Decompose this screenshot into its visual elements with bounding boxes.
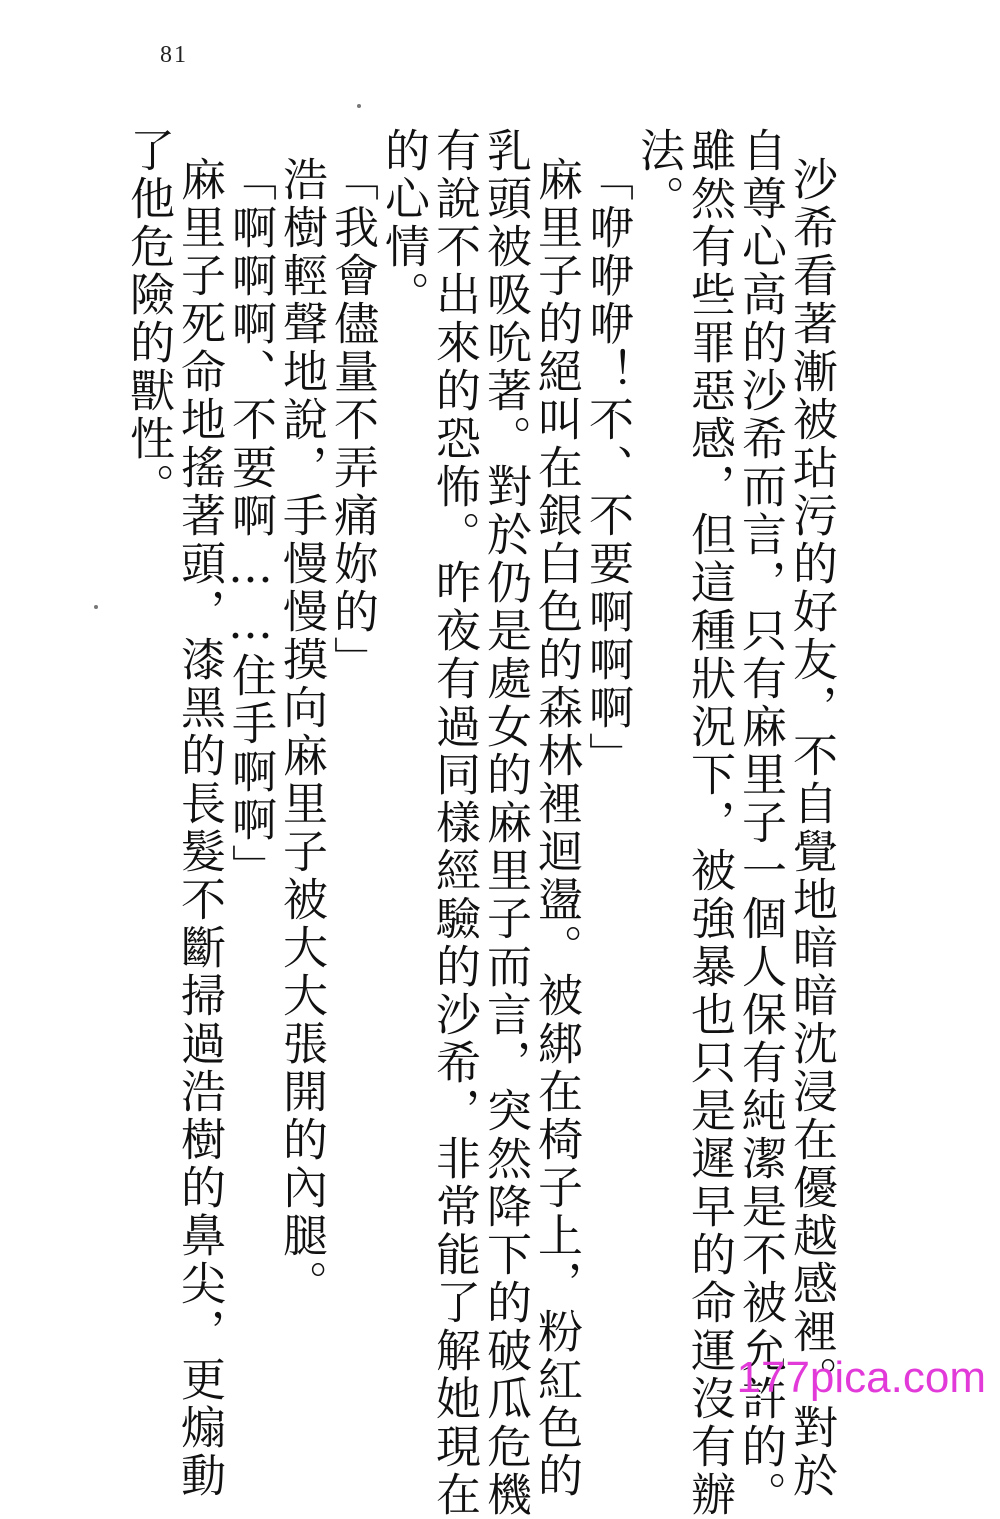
watermark: 177pica.com xyxy=(736,1353,986,1402)
text-column: 「我會儘量不弄痛妳的」 xyxy=(326,156,379,684)
text-column: 沙希看著漸被玷污的好友，不自覺地暗暗沈浸在優越感裡。對於 xyxy=(785,156,838,1500)
text-column: 麻里子死命地搖著頭，漆黑的長髮不斷掃過浩樹的鼻尖，更煽動 xyxy=(173,156,226,1500)
text-column: 有說不出來的恐怖。昨夜有過同樣經驗的沙希，非常能了解她現在 xyxy=(428,127,481,1519)
text-column: 「咿咿咿！不、不要啊啊啊」 xyxy=(581,156,634,780)
text-column: 麻里子的絕叫在銀白色的森林裡迴盪。被綁在椅子上，粉紅色的 xyxy=(530,156,583,1500)
text-column: 雖然有些罪惡感，但這種狀況下，被強暴也只是遲早的命運沒有辦 xyxy=(683,127,736,1519)
text-column: 浩樹輕聲地說，手慢慢摸向麻里子被大大張開的內腿。 xyxy=(275,156,328,1308)
text-column: 的心情。 xyxy=(377,127,430,319)
text-column: 法。 xyxy=(632,127,685,223)
text-column: 「啊啊啊、不要啊……住手啊啊」 xyxy=(224,156,277,892)
text-column: 乳頭被吸吮著。對於仍是處女的麻里子而言，突然降下的破瓜危機 xyxy=(479,127,532,1519)
scan-speck xyxy=(357,104,361,108)
text-column: 了他危險的獸性。 xyxy=(122,127,175,511)
text-column: 自尊心高的沙希而言，只有麻里子一個人保有純潔是不被允許的。 xyxy=(734,127,787,1519)
scan-speck xyxy=(94,605,98,609)
page-number: 81 xyxy=(160,42,188,68)
